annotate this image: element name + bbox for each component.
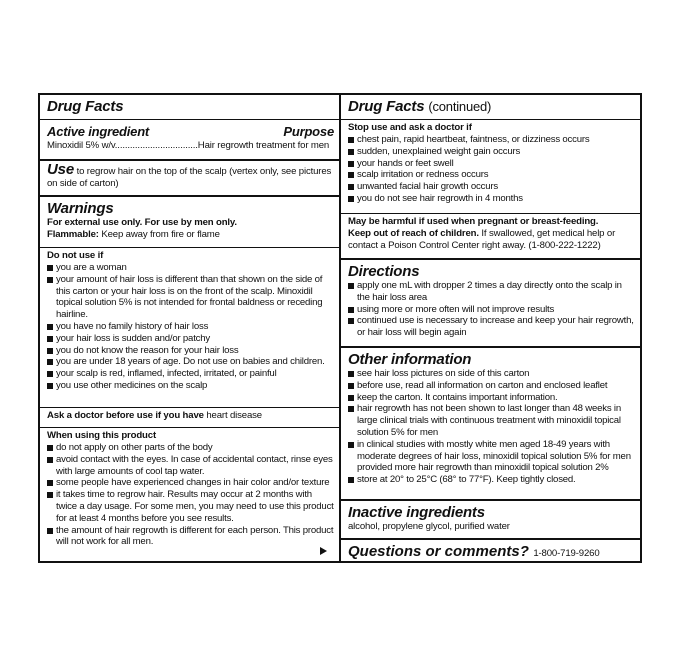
questions-heading: Questions or comments? xyxy=(348,543,529,560)
list-item: scalp irritation or redness occurs xyxy=(348,169,635,181)
warnings-section xyxy=(40,195,339,241)
when-using-section xyxy=(40,427,339,548)
flammable-label: Flammable: xyxy=(47,229,99,240)
stop-use-section xyxy=(341,119,640,205)
stop-use-list xyxy=(348,134,635,205)
list-item: unwanted facial hair growth occurs xyxy=(348,181,635,193)
list-item: the amount of hair regrowth is different for each person. This product will not work for all men. xyxy=(47,525,334,549)
directions-section xyxy=(341,258,640,339)
ask-doctor-section xyxy=(40,407,339,422)
right-column xyxy=(341,95,640,561)
list-item: do not apply on other parts of the body xyxy=(47,442,334,454)
questions-phone: 1-800-719-9260 xyxy=(533,548,600,559)
keep-out-label: Keep out of reach of children. xyxy=(348,228,479,239)
do-not-use-section xyxy=(40,247,339,392)
list-item: before use, read all information on carton and enclosed leaflet xyxy=(348,380,635,392)
list-item: your amount of hair loss is different than that shown on the side of this carton or your hair loss is on the front of the scalp. Minoxidil topical solution 5% is not intended for frontal baldness or receding hairline. xyxy=(47,274,334,321)
list-item: you use other medicines on the scalp xyxy=(47,380,334,392)
other-information-section xyxy=(341,346,640,486)
list-item: hair regrowth has not been shown to last longer than 48 weeks in large clinical trials with continuous treatment with minoxidil topical solution 5% for men xyxy=(348,403,635,438)
list-item: in clinical studies with mostly white men aged 18-49 years with moderate degrees of hair loss, minoxidil topical solution 5% for men provided more hair regrowth than minoxidil topical solution 2% xyxy=(348,439,635,474)
ask-doctor-label: Ask a doctor before use if you have xyxy=(47,410,204,421)
list-item: some people have experienced changes in hair color and/or texture xyxy=(47,477,334,489)
active-ingredient-heading: Active ingredient xyxy=(47,124,150,139)
left-column xyxy=(40,95,341,561)
list-item: you are a woman xyxy=(47,262,334,274)
list-item: apply one mL with dropper 2 times a day directly onto the scalp in the hair loss area xyxy=(348,280,635,304)
purpose-heading: Purpose xyxy=(283,124,334,139)
use-text: to regrow hair on the top of the scalp (vertex only, see pictures on side of carton) xyxy=(47,166,332,189)
keep-out-text: If swallowed, get medical help or contact a Poison Control Center right away. (1-800-222-1222) xyxy=(348,228,616,251)
inactive-ingredients-heading: Inactive ingredients xyxy=(348,504,485,521)
list-item: chest pain, rapid heartbeat, faintness, or dizziness occurs xyxy=(348,134,635,146)
inactive-ingredients-text: alcohol, propylene glycol, purified water xyxy=(348,521,510,532)
list-item: continued use is necessary to increase and keep your hair regrowth, or hair loss will begin again xyxy=(348,315,635,339)
when-using-heading: When using this product xyxy=(47,430,157,441)
continued-title: Drug Facts xyxy=(348,98,425,115)
do-not-use-heading: Do not use if xyxy=(47,250,104,261)
continue-arrow-icon xyxy=(320,547,327,555)
active-ingredient-line: Minoxidil 5% w/v.................................Hair regrowth treatment for men xyxy=(47,140,330,151)
warnings-heading: Warnings xyxy=(47,200,114,217)
list-item: using more or more often will not improve results xyxy=(348,304,635,316)
list-item: you do not see hair regrowth in 4 months xyxy=(348,193,635,205)
list-item: your hands or feet swell xyxy=(348,158,635,170)
list-item: you are under 18 years of age. Do not use on babies and children. xyxy=(47,356,334,368)
pregnancy-warning: May be harmful if used when pregnant or breast-feeding. xyxy=(348,216,599,227)
list-item: your hair loss is sudden and/or patchy xyxy=(47,333,334,345)
continued-header xyxy=(341,98,640,115)
other-information-heading: Other information xyxy=(348,351,472,368)
list-item: it takes time to regrow hair. Results may occur at 2 months with twice a day usage. For some men, you may need to use this product for at least 4 months before you see results. xyxy=(47,489,334,524)
drug-facts-panel xyxy=(38,93,642,563)
list-item: store at 20° to 25°C (68° to 77°F). Keep tightly closed. xyxy=(348,474,635,486)
use-section xyxy=(40,159,339,190)
list-item: keep the carton. It contains important information. xyxy=(348,392,635,404)
continued-suffix: (continued) xyxy=(428,99,492,114)
directions-list xyxy=(348,280,635,339)
list-item: see hair loss pictures on side of this carton xyxy=(348,368,635,380)
external-use-warning: For external use only. For use by men only. xyxy=(47,217,237,228)
flammable-text: Keep away from fire or flame xyxy=(101,229,220,240)
use-heading: Use xyxy=(47,161,75,178)
ask-doctor-text: heart disease xyxy=(206,410,262,421)
list-item: you do not know the reason for your hair loss xyxy=(47,345,334,357)
when-using-list xyxy=(47,442,334,548)
other-information-list xyxy=(348,368,635,486)
list-item: sudden, unexplained weight gain occurs xyxy=(348,146,635,158)
stop-use-heading: Stop use and ask a doctor if xyxy=(348,122,472,133)
active-ingredient-section xyxy=(40,119,339,152)
pregnancy-section xyxy=(341,213,640,252)
inactive-ingredients-section xyxy=(341,499,640,533)
list-item: avoid contact with the eyes. In case of accidental contact, rinse eyes with large amounts of cool tap water. xyxy=(47,454,334,478)
do-not-use-list xyxy=(47,262,334,392)
list-item: your scalp is red, inflamed, infected, irritated, or painful xyxy=(47,368,334,380)
drug-facts-title: Drug Facts xyxy=(47,98,124,115)
questions-section xyxy=(341,538,640,561)
drug-facts-header xyxy=(40,98,339,115)
directions-heading: Directions xyxy=(348,263,420,280)
list-item: you have no family history of hair loss xyxy=(47,321,334,333)
